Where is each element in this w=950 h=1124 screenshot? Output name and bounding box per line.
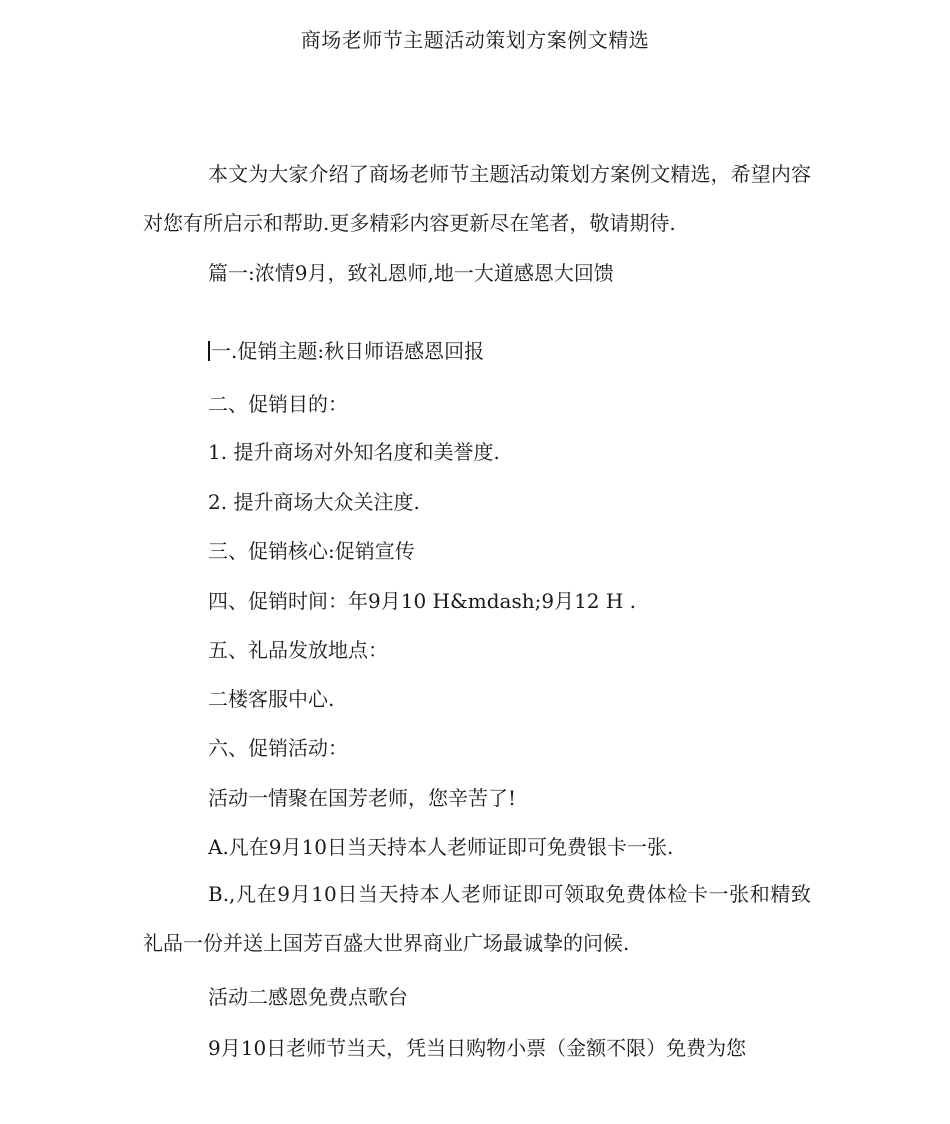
goal-item-1: 1. 提升商场对外知名度和美誉度. (208, 440, 500, 464)
promo-core-line: 三、促销核心:促销宣传 (208, 539, 415, 563)
intro-paragraph: 本文为大家介绍了商场老师节主题活动策划方案例文精选，希望内容对您有所启示和帮助.更多精彩内容更新尽在笔者，敬请期待. (143, 162, 811, 235)
promo-time-line: 四、促销时间：年9月10 H&mdash;9月12 H . (208, 589, 637, 613)
activity-1-line: 活动一情聚在国芳老师，您辛苦了! (208, 786, 517, 810)
item-a-line: A.凡在9月10日当天持本人老师证即可免费银卡一张. (208, 835, 674, 859)
text-cursor (208, 341, 210, 361)
promo-theme-text: 一.促销主题:秋日师语感恩回报 (211, 339, 485, 363)
gift-place-heading: 五、礼品发放地点： (208, 638, 388, 662)
activities-heading: 六、促销活动： (208, 736, 348, 760)
closing-line: 9月10日老师节当天，凭当日购物小票（金额不限）免费为您 (208, 1036, 747, 1060)
goal-item-2: 2. 提升商场大众关注度. (208, 490, 420, 514)
chapter-heading: 篇一:浓情9月，致礼恩师,地一大道感恩大回馈 (208, 261, 614, 285)
promo-theme-line (208, 337, 828, 365)
activity-2-line: 活动二感恩免费点歌台 (208, 985, 408, 1009)
goal-heading: 二、促销目的： (208, 392, 348, 416)
item-b-paragraph: B.,凡在9月10日当天持本人老师证即可领取免费体检卡一张和精致礼品一份并送上国芳百盛大世界商业广场最诚挚的问候. (143, 882, 811, 955)
document-title: 商场老师节主题活动策划方案例文精选 (300, 28, 650, 52)
gift-place-line: 二楼客服中心. (208, 687, 335, 711)
